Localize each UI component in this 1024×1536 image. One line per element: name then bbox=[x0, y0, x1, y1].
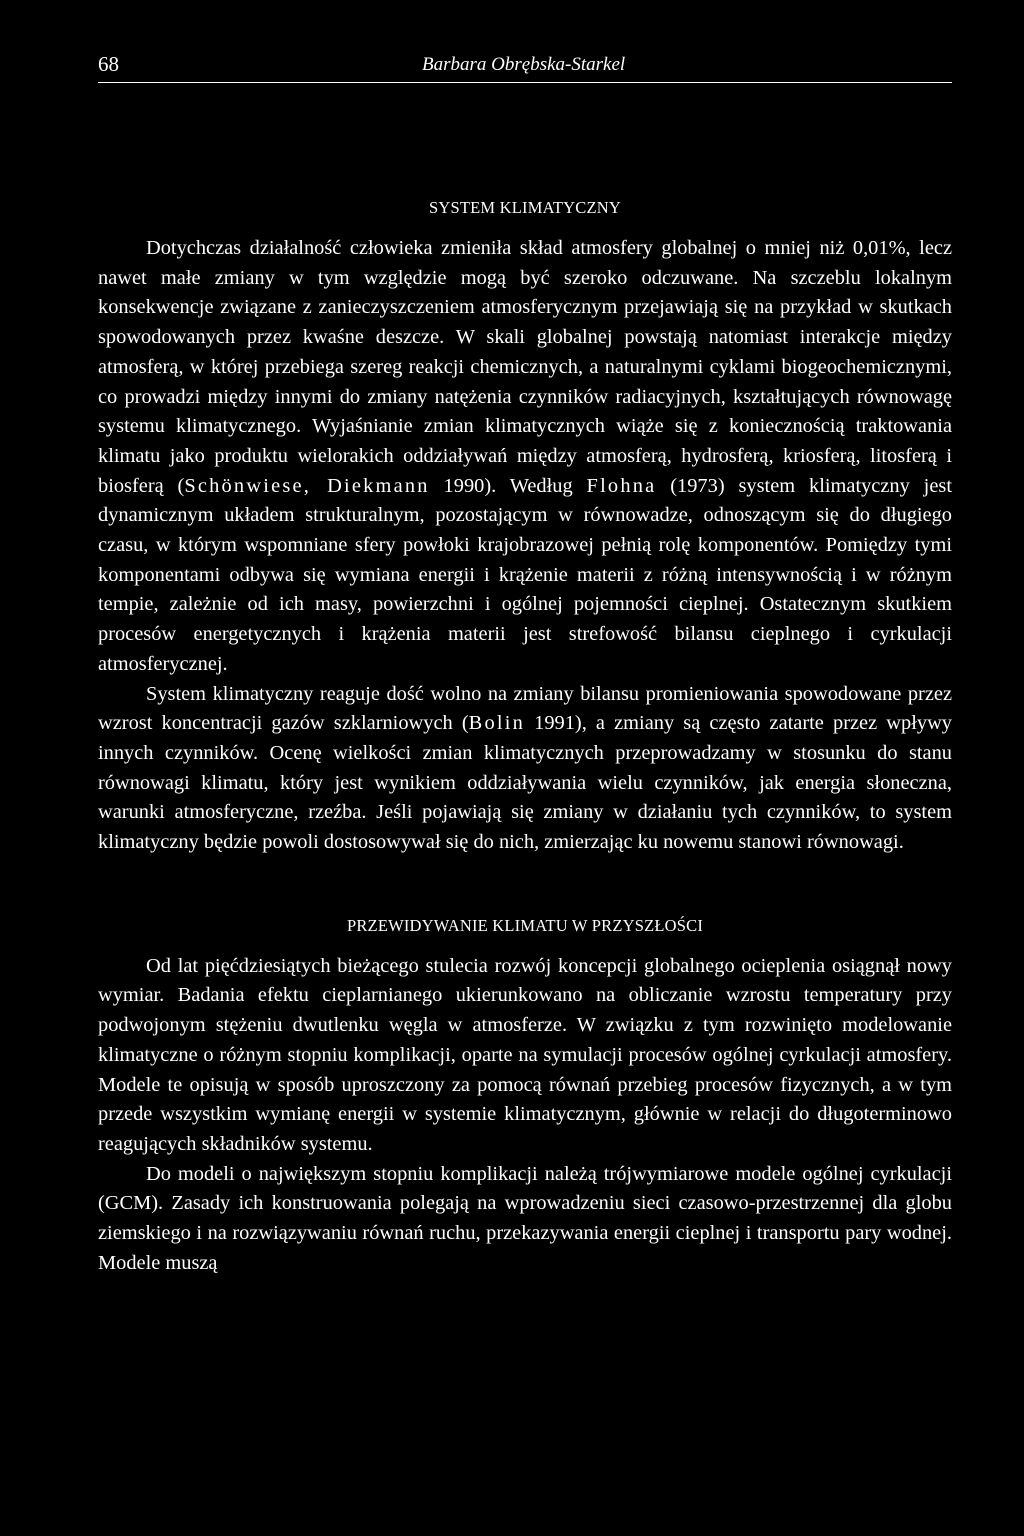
paragraph-1 bbox=[98, 234, 952, 680]
paragraph-1-text-c: (1973) system klimatyczny jest dynamicznym układem strukturalnym, pozostającym w równowadze, odnoszącym się do długiego czasu, w którym wspomniane sfery powłoki krajobrazowej pełnią rolę komponentów. Pomiędzy tymi komponentami odbywa się wymiana energii i krążenie materii z różną intensywnością i w różnym tempie, zależnie od ich masy, powierzchni i ogólnej pojemności cieplnej. Ostatecznym skutkiem procesów energetycznych i krążenia materii jest strefowość bilansu cieplnego i cyrkulacji atmosferycznej. bbox=[98, 474, 952, 675]
paragraph-1-text-a: Dotychczas działalność człowieka zmieniła skład atmosfery globalnej o mniej niż 0,01%, lecz nawet małe zmiany w tym względzie mogą być szeroko odczuwane. Na szczeblu lokalnym konsekwencje związane z zanieczyszczeniem atmosferycznym przejawiają się na przykład w skutkach spowodowanych przez kwaśne deszcze. W skali globalnej powstają natomiast interakcje między atmosferą, w której przebiega szereg reakcji chemicznych, a naturalnymi cyklami biogeochemicznymi, co prowadzi między innymi do zmiany natężenia czynników radiacyjnych, kształtujących równowagę systemu klimatycznego. Wyjaśnianie zmian klimatycznych wiąże się z koniecznością traktowania klimatu jako produktu wielorakich oddziaływań między atmosferą, hydrosferą, kriosferą, litosferą i biosferą ( bbox=[98, 237, 952, 497]
paragraph-1-text-b: 1990). Według bbox=[429, 474, 587, 497]
section-heading-system-klimatyczny: SYSTEM KLIMATYCZNY bbox=[429, 198, 621, 217]
paragraph-4: Do modeli o największym stopniu komplikacji należą trójwymiarowe modele ogólnej cyrkulacji (GCM). Zasady ich konstruowania polegają na wprowadzeniu sieci czasowo-przestrzennej dla globu ziemskiego i na rozwiązywaniu równań ruchu, przekazywania energii cieplnej i transportu pary wodnej. Modele muszą bbox=[98, 1162, 952, 1274]
paragraph-3: Od lat pięćdziesiątych bieżącego stulecia rozwój koncepcji globalnego ocieplenia osiągnął nowy wymiar. Badania efektu cieplarnianego ukierunkowano na obliczanie wzrostu temperatury przy podwojonym stężeniu dwutlenku węgla w atmosferze. W związku z tym rozwinięto modelowanie klimatyczne o różnym stopniu komplikacji, oparte na symulacji procesów ogólnej cyrkulacji atmosfery. Modele te opisują w sposób uproszczony za pomocą równań przebieg procesów fizycznych, a w tym przede wszystkim wymianę energii w systemie klimatycznym, głównie w relacji do długoterminowo reagujących składników systemu. bbox=[98, 954, 952, 1155]
running-head-author: Barbara Obrębska-Starkel bbox=[422, 54, 626, 75]
section-heading-przewidywanie-klimatu: PRZEWIDYWANIE KLIMATU W PRZYSZŁOŚCI bbox=[346, 915, 704, 935]
paragraph-2 bbox=[98, 680, 952, 858]
document-page bbox=[98, 52, 952, 1279]
citation-bolin: Bolin bbox=[468, 712, 525, 735]
page-number: 68 bbox=[98, 52, 119, 76]
citation-flohna: Flohna bbox=[586, 474, 657, 497]
paragraph-2-text-b: 1991), a zmiany są często zatarte przez wpływy innych czynników. Ocenę wielkości zmian klimatycznych przeprowadzamy w stosunku do stanu równowagi klimatu, który jest wynikiem oddziaływania wielu czynników, jak energia słoneczna, warunki atmosferyczne, rzeźba. Jeśli pojawiają się zmiany w działaniu tych czynników, to system klimatyczny będzie powoli dostosowywał się do nich, zmierzając ku nowemu stanowi równowagi. bbox=[98, 712, 952, 854]
header-rule bbox=[98, 82, 952, 83]
page-header bbox=[98, 52, 952, 86]
citation-schonwiese-diekmann: Schönwiese, Diekmann bbox=[184, 474, 430, 497]
paragraph-2-text-a: System klimatyczny reaguje dość wolno na zmiany bilansu promieniowania spowodowane przez wzrost koncentracji gazów szklarniowych ( bbox=[98, 682, 952, 735]
